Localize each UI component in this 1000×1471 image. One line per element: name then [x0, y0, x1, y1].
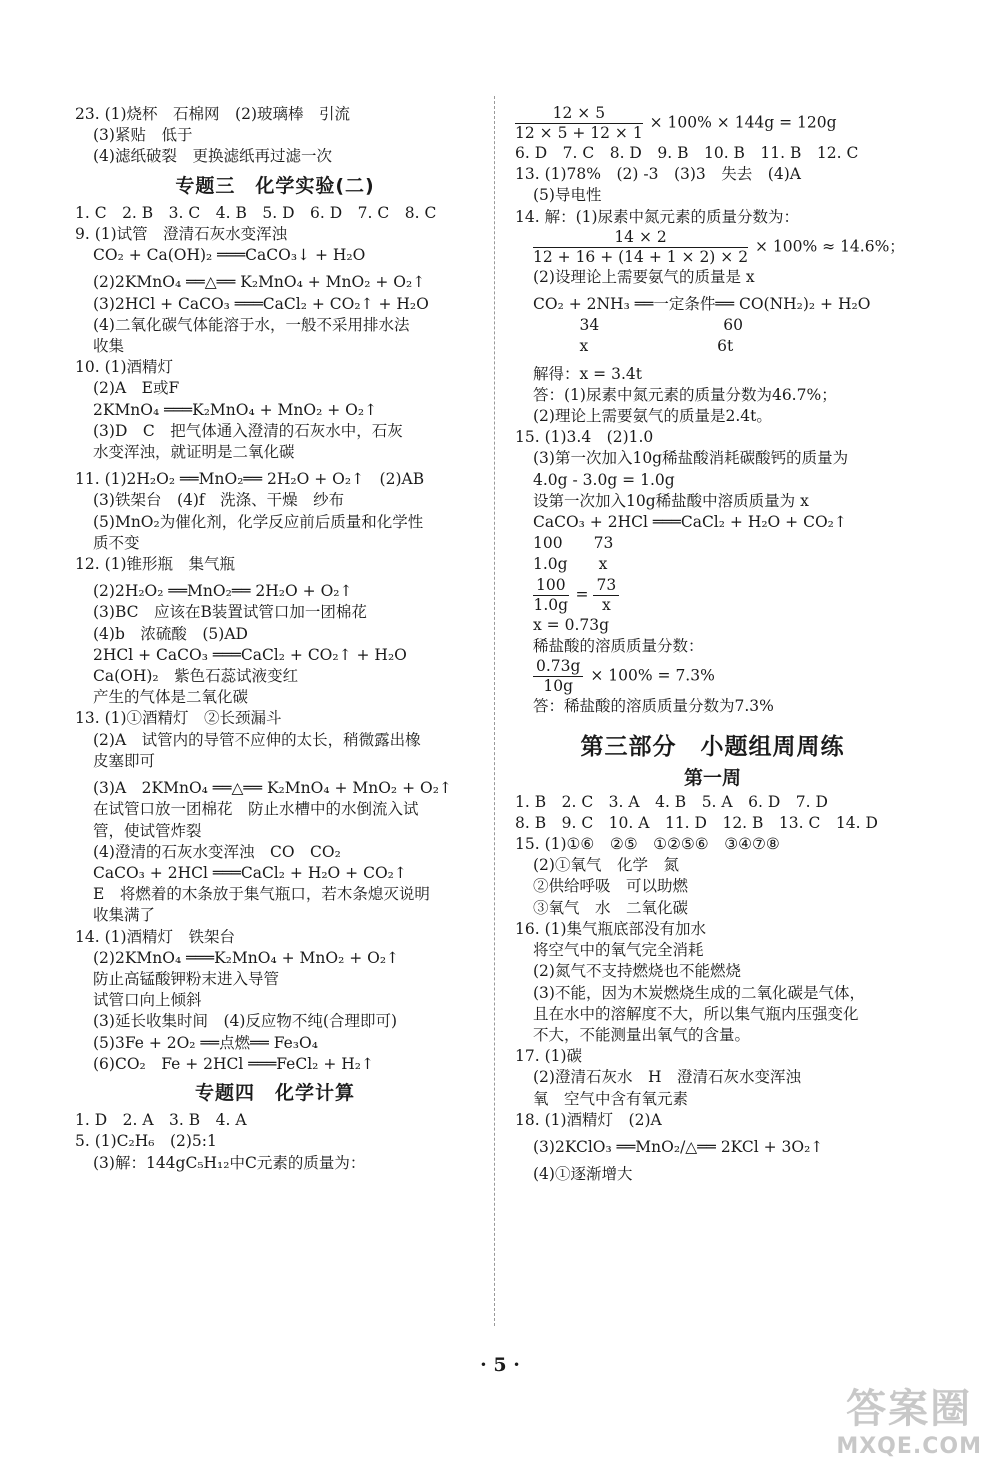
q14r-body7: (2)理论上需要氨气的质量是2.4t。 [533, 407, 772, 426]
nitrogen-fraction-calc [515, 228, 910, 267]
q10-line1: 10. (1)酒精灯 [75, 358, 174, 377]
acid-fraction-calc [515, 657, 910, 696]
q5-line1: 5. (1)C₂H₆ (2)5:1 [75, 1132, 217, 1151]
q10-line4: (3)D C 把气体通入澄清的石灰水中，石灰 [93, 421, 403, 440]
q14r-body1: (2)设理论上需要氨气的质量是 x [533, 267, 755, 286]
q12-line5: 2HCl + CaCO₃ ═══CaCl₂ + CO₂↑ + H₂O [93, 645, 407, 664]
section3-title: 专题三 化学实验(二) [175, 174, 375, 197]
fraction-tail: × 100% ≈ 14.6%； [755, 237, 905, 256]
q12-line7: 产生的气体是二氧化碳 [93, 688, 249, 707]
q12-line6: Ca(OH)₂ 紫色石蕊试液变红 [93, 667, 299, 686]
q14r-body3: 34 60 [533, 316, 743, 335]
q14-line3: 防止高锰酸钾粉末进入导管 [93, 969, 280, 988]
q17-line2: (2)澄清石灰水 H 澄清石灰水变浑浊 [533, 1068, 801, 1087]
q18-line2: (3)2KClO₃ ══MnO₂/△══ 2KCl + 3O₂↑ [533, 1137, 824, 1156]
mass-fraction-calc [515, 104, 910, 143]
q14r-head: 14. 解：(1)尿素中氮元素的质量分数为： [515, 207, 800, 226]
mc-answers-2: 1. D 2. A 3. B 4. A [75, 1111, 247, 1130]
q16-line3: (2)氮气不支持燃烧也不能燃烧 [533, 962, 741, 981]
fraction-numerator: 14 × 2 [533, 228, 748, 248]
q13-line10: 收集满了 [93, 906, 156, 925]
q18-line1: 18. (1)酒精灯 (2)A [515, 1110, 662, 1129]
q14-line7: (6)CO₂ Fe + 2HCl ═══FeCl₂ + H₂↑ [93, 1054, 374, 1073]
page-number: · 5 · [480, 1354, 520, 1376]
q9-line1: 9. (1)试管 澄清石灰水变浑浊 [75, 225, 288, 244]
q15w-line2: (2)①氧气 化学 氮 [533, 856, 679, 875]
fraction-numerator: 73 [593, 576, 619, 596]
q23-line3: (4)滤纸破裂 更换滤纸再过滤一次 [93, 147, 332, 166]
fraction-acid [533, 657, 583, 696]
q23-line2: (3)紧贴 低于 [93, 126, 193, 145]
q15-answer: 答：稀盐酸的溶质质量分数为7.3% [533, 697, 774, 716]
q16-line1: 16. (1)集气瓶底部没有加水 [515, 919, 707, 938]
watermark-top: 答案圈 [846, 1386, 973, 1432]
q9-line3: (2)2KMnO₄ ══△══ K₂MnO₄ + MnO₂ + O₂↑ [93, 273, 426, 292]
mc-answers-3: 6. D 7. C 8. D 9. B 10. B 11. B 12. C [515, 144, 859, 162]
fraction-numerator: 12 × 5 [515, 104, 643, 124]
q12-line3: (3)BC 应该在B装置试管口加一团棉花 [93, 603, 367, 622]
q5-line2: (3)解：144gC₅H₁₂中C元素的质量为： [93, 1153, 366, 1172]
q15w-line3: ②供给呼吸 可以助燃 [533, 877, 689, 896]
fraction-denominator: 10g [543, 677, 574, 696]
q11-line3: (5)MnO₂为催化剂，化学反应前后质量和化学性 [93, 512, 424, 531]
q13r-line2: (5)导电性 [533, 186, 602, 205]
q15w-line4: ③氧气 水 二氧化碳 [533, 898, 689, 917]
q9-line5: (4)二氧化碳气体能溶于水，一般不采用排水法 [93, 315, 410, 334]
q18-line3: (4)①逐渐增大 [533, 1165, 633, 1184]
mc-answers-4b: 8. B 9. C 10. A 11. D 12. B 13. C 14. D [515, 813, 878, 832]
fraction-numerator: 0.73g [533, 657, 583, 677]
q15-line3: 4.0g - 3.0g = 1.0g [533, 470, 675, 489]
watermark-bottom: MXQE.COM [836, 1434, 982, 1459]
q13-line4: (3)A 2KMnO₄ ══△══ K₂MnO₄ + MnO₂ + O₂↑ [93, 779, 452, 798]
q9-line4: (3)2HCl + CaCO₃ ═══CaCl₂ + CO₂↑ + H₂O [93, 294, 429, 313]
q14r-body6: 答：(1)尿素中氮元素的质量分数为46.7%； [533, 385, 837, 404]
left-column [75, 104, 475, 1174]
q15-line1: 15. (1)3.4 (2)1.0 [515, 428, 654, 447]
q13-line6: 管，使试管炸裂 [93, 821, 202, 840]
q14-line5: (3)延长收集时间 (4)反应物不纯(合理即可) [93, 1012, 398, 1031]
q11-line2: (3)铁架台 (4)f 洗涤、干燥 纱布 [93, 491, 345, 510]
q13-line5: 在试管口放一团棉花 防止水槽中的水倒流入试 [93, 800, 419, 819]
q15-line6: 100 73 [533, 534, 614, 553]
proportion-calc [515, 576, 910, 615]
q14-line4: 试管口向上倾斜 [93, 991, 202, 1010]
q10-line2: (2)A E或F [93, 379, 180, 398]
q14-line2: (2)2KMnO₄ ═══K₂MnO₄ + MnO₂ + O₂↑ [93, 948, 400, 967]
q13-line8: CaCO₃ + 2HCl ═══CaCl₂ + H₂O + CO₂↑ [93, 863, 407, 882]
q16-line5: 且在水中的溶解度不大，所以集气瓶内压强变化 [533, 1004, 859, 1023]
fraction-carbon [515, 104, 643, 143]
q15-line4: 设第一次加入10g稀盐酸中溶质质量为 x [533, 491, 809, 510]
fraction-73 [593, 576, 619, 615]
q15-result: x = 0.73g [533, 615, 610, 634]
q12-line2: (2)2H₂O₂ ══MnO₂══ 2H₂O + O₂↑ [93, 582, 353, 601]
q13-line2: (2)A 试管内的导管不应伸的太长，稍微露出橡 [93, 730, 421, 749]
q15w-line1: 15. (1)①⑥ ②⑤ ①②⑤⑥ ③④⑦⑧ [515, 835, 780, 854]
week1-title: 第一周 [683, 767, 741, 790]
part3-title: 第三部分 小题组周周练 [580, 734, 845, 761]
q11-line4: 质不变 [93, 533, 140, 552]
fraction-100 [533, 576, 569, 615]
q16-line4: (3)不能，因为木炭燃烧生成的二氧化碳是气体， [533, 983, 865, 1002]
q17-line1: 17. (1)碳 [515, 1047, 583, 1066]
q13-line3: 皮塞即可 [93, 751, 156, 770]
q12-line1: 12. (1)锥形瓶 集气瓶 [75, 555, 236, 574]
right-column [515, 104, 910, 1185]
q14r-body2: CO₂ + 2NH₃ ══一定条件══ CO(NH₂)₂ + H₂O [533, 295, 871, 314]
q14-line6: (5)3Fe + 2O₂ ══点燃══ Fe₃O₄ [93, 1033, 318, 1052]
fraction-numerator: 100 [533, 576, 569, 596]
q15-fraction-label: 稀盐酸的溶质质量分数： [533, 636, 704, 655]
q13-line1: 13. (1)①酒精灯 ②长颈漏斗 [75, 709, 282, 728]
q14-line1: 14. (1)酒精灯 铁架台 [75, 927, 236, 946]
fraction-denominator: 12 + 16 + (14 + 1 × 2) × 2 [533, 247, 749, 266]
q9-line6: 收集 [93, 337, 125, 356]
q14r-body4: x 6t [533, 337, 734, 356]
q15-line7: 1.0g x [533, 555, 608, 574]
mc-answers-1: 1. C 2. B 3. C 4. B 5. D 6. D 7. C 8. C [75, 203, 437, 222]
q10-line5: 水变浑浊，就证明是二氧化碳 [93, 443, 295, 462]
q15-line5: CaCO₃ + 2HCl ═══CaCl₂ + H₂O + CO₂↑ [533, 513, 847, 532]
q16-line6: 不大，不能测量出氧气的含量。 [533, 1025, 751, 1044]
q14r-body5: 解得：x = 3.4t [533, 364, 642, 383]
q15-line2: (3)第一次加入10g稀盐酸消耗碳酸钙的质量为 [533, 449, 849, 468]
fraction-denominator: 12 × 5 + 12 × 1 [515, 124, 643, 142]
watermark-logo [836, 1377, 982, 1459]
fraction-tail: × 100% × 144g = 120g [649, 113, 837, 132]
q13-line9: E 将燃着的木条放于集气瓶口，若木条熄灭说明 [93, 885, 430, 904]
fraction-denominator: x [601, 595, 611, 614]
q10-line3: 2KMnO₄ ═══K₂MnO₄ + MnO₂ + O₂↑ [93, 400, 378, 419]
q23-line1: 23. (1)烧杯 石棉网 (2)玻璃棒 引流 [75, 105, 350, 123]
q11-line1: 11. (1)2H₂O₂ ══MnO₂══ 2H₂O + O₂↑ (2)AB [75, 470, 425, 489]
q9-line2: CO₂ + Ca(OH)₂ ═══CaCO₃↓ + H₂O [93, 246, 366, 265]
fraction-tail: × 100% = 7.3% [590, 666, 715, 685]
q16-line2: 将空气中的氧气完全消耗 [533, 941, 704, 960]
section4-title: 专题四 化学计算 [194, 1081, 355, 1104]
column-divider [494, 96, 495, 1326]
mc-answers-4a: 1. B 2. C 3. A 4. B 5. A 6. D 7. D [515, 792, 828, 811]
q13-line7: (4)澄清的石灰水变浑浊 CO CO₂ [93, 842, 341, 861]
q13r-line1: 13. (1)78% (2) -3 (3)3 失去 (4)A [515, 165, 801, 184]
fraction-nitrogen [533, 228, 748, 267]
equals-sign: = [575, 585, 589, 604]
q12-line4: (4)b 浓硫酸 (5)AD [93, 624, 248, 643]
q17-line3: 氧 空气中含有氧元素 [533, 1089, 689, 1108]
fraction-denominator: 1.0g [533, 595, 569, 614]
